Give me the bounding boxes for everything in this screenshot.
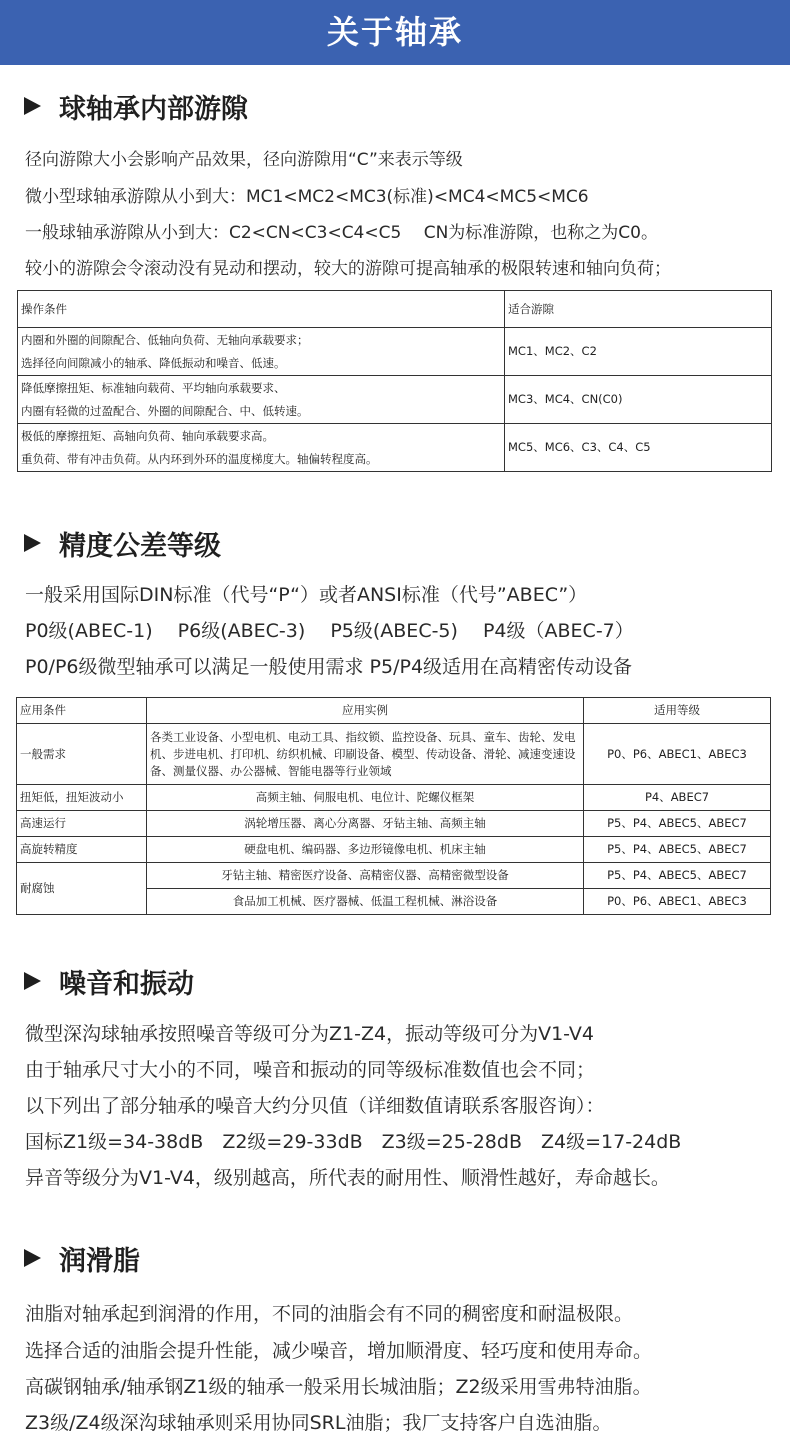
condition-line: 选择径向间隙减小的轴承、降低振动和噪音、低速。 — [21, 355, 286, 370]
grade-cell: P4、ABEC7 — [584, 785, 771, 811]
clearance-line-3: 一般球轴承游隙从小到大：C2<CN<C3<C4<C5 CN为标准游隙，也称之为C0。 — [25, 223, 658, 243]
precision-line-3: P0/P6级微型轴承可以满足一般使用需求 P5/P4级适用在高精密传动设备 — [25, 656, 633, 678]
section-title-grease — [24, 1238, 140, 1278]
grade-cell: P5、P4、ABEC5、ABEC7 — [584, 811, 771, 837]
grade-cell: P5、P4、ABEC5、ABEC7 — [584, 837, 771, 863]
section-title-text: 精度公差等级 — [59, 530, 221, 562]
section-title-precision — [24, 523, 221, 563]
clearance-line-1: 径向游隙大小会影响产品效果，径向游隙用“C”来表示等级 — [25, 150, 463, 170]
condition-cell: 高速运行 — [17, 811, 147, 837]
condition-cell: 扭矩低，扭矩波动小 — [17, 785, 147, 811]
noise-line-4: 国标Z1级=34-38dB Z2级=29-33dB Z3级=25-28dB Z4级=17-24dB — [25, 1131, 682, 1153]
grease-line-2: 选择合适的油脂会提升性能，减少噪音，增加顺滑度、轻巧度和使用寿命。 — [25, 1340, 653, 1362]
table-row — [18, 424, 772, 472]
precision-line-2: P0级(ABEC-1) P6级(ABEC-3) P5级(ABEC-5) P4级（ABEC-7） — [25, 620, 634, 642]
noise-line-3: 以下列出了部分轴承的噪音大约分贝值（详细数值请联系客服咨询）： — [25, 1095, 605, 1117]
arrow-right-icon — [24, 534, 41, 552]
section-title-clearance — [24, 86, 248, 126]
precision-table — [16, 697, 771, 915]
section-title-text: 润滑脂 — [59, 1245, 140, 1277]
noise-line-1: 微型深沟球轴承按照噪音等级可分为Z1-Z4，振动等级可分为V1-V4 — [25, 1023, 594, 1045]
section-title-noise — [24, 961, 194, 1001]
arrow-right-icon — [24, 1249, 41, 1267]
grease-line-3: 高碳钢轴承/轴承钢Z1级的轴承一般采用长城油脂；Z2级采用雪弗特油脂。 — [25, 1376, 652, 1398]
condition-line: 内圈和外圈的间隙配合、低轴向负荷、无轴向承载要求； — [21, 332, 309, 347]
header-cell: 应用实例 — [147, 698, 584, 724]
table-row — [17, 837, 771, 863]
grade-cell: P5、P4、ABEC5、ABEC7 — [584, 863, 771, 889]
grade-cell: P0、P6、ABEC1、ABEC3 — [584, 724, 771, 785]
table-row — [18, 328, 772, 376]
precision-line-1: 一般采用国际DIN标准（代号“P“）或者ANSI标准（代号”ABEC”） — [25, 584, 588, 606]
table-row — [17, 863, 771, 889]
example-cell: 各类工业设备、小型电机、电动工具、指纹锁、监控设备、玩具、童车、齿轮、发电机、步进电机、打印机、纺织机械、印刷设备、模型、传动设备、滑轮、减速变速设备、测量仪器、办公器械、智能电器等行业领域 — [147, 724, 584, 785]
header-cell: 适用等级 — [584, 698, 771, 724]
clearance-value-cell: MC5、MC6、C3、C4、C5 — [505, 424, 772, 472]
condition-cell — [18, 328, 505, 376]
table-header-row — [17, 698, 771, 724]
condition-line: 降低摩擦扭矩、标准轴向载荷、平均轴向承载要求、 — [21, 380, 286, 395]
condition-cell: 耐腐蚀 — [17, 863, 147, 915]
section-title-text: 球轴承内部游隙 — [59, 93, 248, 125]
table-row — [18, 376, 772, 424]
condition-line: 重负荷、带有冲击负荷。从内环到外环的温度梯度大。轴偏转程度高。 — [21, 451, 378, 466]
section-title-text: 噪音和振动 — [59, 968, 194, 1000]
example-cell: 硬盘电机、编码器、多边形镜像电机、机床主轴 — [147, 837, 584, 863]
header-cell: 应用条件 — [17, 698, 147, 724]
table-row — [17, 785, 771, 811]
arrow-right-icon — [24, 97, 41, 115]
header-cell: 适合游隙 — [505, 291, 772, 328]
table-row — [17, 724, 771, 785]
example-cell: 高频主轴、伺服电机、电位计、陀螺仪框架 — [147, 785, 584, 811]
condition-cell: 一般需求 — [17, 724, 147, 785]
noise-line-5: 异音等级分为V1-V4，级别越高，所代表的耐用性、顺滑性越好，寿命越长。 — [25, 1167, 670, 1189]
example-cell: 牙钻主轴、精密医疗设备、高精密仪器、高精密微型设备 — [147, 863, 584, 889]
header-cell: 操作条件 — [18, 291, 505, 328]
condition-cell — [18, 376, 505, 424]
clearance-value-cell: MC3、MC4、CN(C0) — [505, 376, 772, 424]
example-cell: 食品加工机械、医疗器械、低温工程机械、淋浴设备 — [147, 889, 584, 915]
page-banner: 关于轴承 — [0, 0, 790, 65]
table-row — [17, 811, 771, 837]
condition-line: 内圈有轻微的过盈配合、外圈的间隙配合、中、低转速。 — [21, 403, 309, 418]
condition-line: 极低的摩擦扭矩、高轴向负荷、轴向承载要求高。 — [21, 428, 274, 443]
clearance-line-2: 微小型球轴承游隙从小到大：MC1<MC2<MC3(标准)<MC4<MC5<MC6 — [25, 187, 589, 207]
condition-cell: 高旋转精度 — [17, 837, 147, 863]
grease-line-4: Z3级/Z4级深沟球轴承则采用协同SRL油脂；我厂支持客户自选油脂。 — [25, 1412, 612, 1434]
clearance-value-cell: MC1、MC2、C2 — [505, 328, 772, 376]
clearance-line-4: 较小的游隙会令滚动没有晃动和摆动，较大的游隙可提高轴承的极限转速和轴向负荷； — [25, 259, 671, 279]
clearance-table — [17, 290, 772, 472]
example-cell: 涡轮增压器、离心分离器、牙钻主轴、高频主轴 — [147, 811, 584, 837]
arrow-right-icon — [24, 972, 41, 990]
grade-cell: P0、P6、ABEC1、ABEC3 — [584, 889, 771, 915]
condition-cell — [18, 424, 505, 472]
grease-line-1: 油脂对轴承起到润滑的作用，不同的油脂会有不同的稠密度和耐温极限。 — [25, 1303, 634, 1325]
table-header-row — [18, 291, 772, 328]
noise-line-2: 由于轴承尺寸大小的不同，噪音和振动的同等级标准数值也会不同； — [25, 1059, 596, 1081]
